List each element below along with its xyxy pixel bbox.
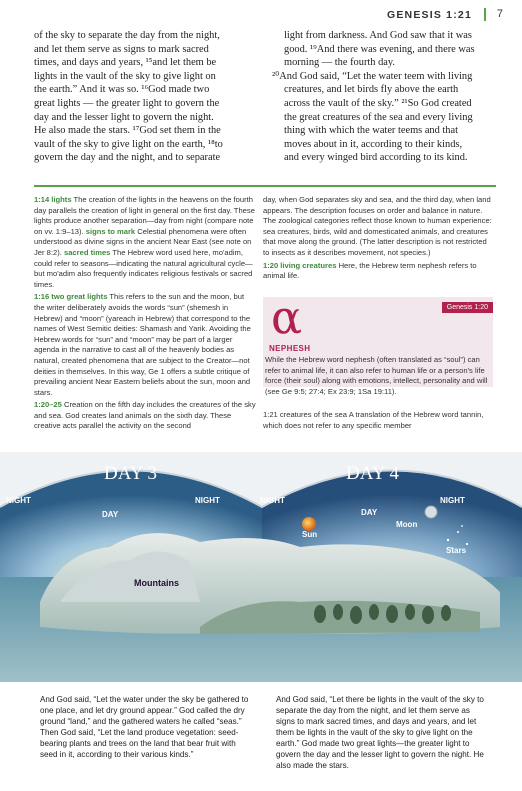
- bible-line: vault of the sky to give light on the earth, ¹⁸to: [34, 138, 223, 150]
- study-notes-right: [263, 195, 493, 284]
- day4-title: DAY 4: [346, 463, 399, 484]
- study-note: [34, 400, 256, 432]
- bible-line: lights in the vault of the sky to give light on: [34, 70, 216, 82]
- note-reference: signs to mark: [85, 226, 136, 236]
- header-divider: [484, 8, 486, 21]
- bible-line: the earth.” And it was so. ¹⁶God made two: [34, 84, 210, 96]
- note-reference: sacred times: [63, 247, 111, 257]
- illustration-art: [0, 452, 522, 682]
- night-label: NIGHT: [260, 496, 285, 505]
- note-reference: 1:20 living creatures: [263, 260, 337, 270]
- study-notes-right-bottom: [263, 410, 493, 431]
- note-reference: 1:14 lights: [34, 195, 72, 204]
- page-reference: GENESIS 1:21: [386, 9, 472, 21]
- word-study-keyword: NEPHESH: [269, 344, 311, 353]
- sun-label: Sun: [302, 530, 318, 539]
- bible-line: He also made the stars. ¹⁷God set them in the: [34, 125, 221, 137]
- stars-label: Stars: [446, 546, 467, 555]
- day4-caption: And God said, “Let there be lights in the vault of the sky to separate the day from the night, and let them serve as signs to mark sacred times, and days and years, and let them be lights in the vault of the sky to give light on the earth.” God made two great lights—the greater light to govern the day and the lesser light to govern the night. He also made the stars.: [276, 695, 484, 770]
- bible-line: day and the lesser light to govern the night.: [34, 111, 214, 123]
- bible-line: the great creatures of the sea and every living: [284, 111, 473, 123]
- study-note: [263, 261, 493, 282]
- bible-line: good. ¹⁹And there was evening, and there was: [284, 43, 475, 55]
- note-text: The creation of the lights in the heavens on the fourth day parallels the creation of light in general on the first day. These lights produce another separation—day from night (compare note on vv. 1:9–13).: [34, 195, 255, 236]
- moon-icon: [425, 506, 437, 518]
- section-divider: [34, 185, 496, 187]
- bible-text-left-column: [34, 29, 262, 165]
- bible-line: and let them serve as signs to mark sacred: [34, 43, 209, 55]
- note-reference: 1:16 two great lights: [34, 292, 108, 302]
- night-label: NIGHT: [6, 496, 31, 505]
- note-text: Celestial phenomena were often understood as divine signs in the ancient Near East (see note on Jer 8:2).: [34, 226, 252, 257]
- word-study-text: While the Hebrew word nephesh (often translated as “soul”) can refer to animal life, it can also refer to human life or a person's life force (their soul) along with emotions, intellect, personality and will (see Ge 9:5; 27:4; Ex 23:9; 1Sa 19:11).: [265, 355, 488, 396]
- bible-line: ²⁰And God said, “Let the water teem with living: [272, 70, 473, 82]
- study-notes-left: [34, 195, 256, 434]
- moon-label: Moon: [396, 520, 418, 529]
- bible-line: of the sky to separate the day from the night,: [34, 30, 220, 41]
- night-label: NIGHT: [195, 496, 220, 505]
- sun-icon: [302, 517, 316, 531]
- note-text: A translation of the Hebrew word tannin, which does not refer to any specific member: [263, 410, 484, 430]
- note-text: Here, the Hebrew term nephesh refers to animal life.: [263, 260, 477, 281]
- bible-line: light from darkness. And God saw that it was: [284, 30, 472, 41]
- bible-line: and every winged bird according to its kind.: [284, 152, 468, 164]
- bible-line: great lights — the greater light to govern the: [34, 97, 220, 109]
- bible-line: morning — the fourth day.: [284, 57, 396, 69]
- note-text: The Hebrew word used here, mo'adim, could refer to seasons—indicating the natural agricultural cycle—but mo'adim also frequently indicates religious festivals or sacred times.: [34, 247, 253, 289]
- night-label: NIGHT: [440, 496, 465, 505]
- study-note: [263, 410, 493, 431]
- bible-line: thing with which the water teems and that: [284, 125, 458, 137]
- day3-caption: And God said, “Let the water under the sky be gathered to one place, and let dry ground appear.” God called the dry ground “land,” and the gathered waters he called “seas.” Then God said, “Let the land produce vegetation: seed-bearing plants and trees on the land that bear fruit with seed in it, according to their various kinds.”: [40, 695, 249, 759]
- study-note: [34, 195, 256, 290]
- bible-line: creatures, and let birds fly above the earth: [284, 84, 459, 96]
- day-label: DAY: [102, 510, 119, 519]
- day-label: DAY: [361, 508, 378, 517]
- note-reference: 1:20–25: [34, 400, 62, 410]
- study-note-continued: day, when God separates sky and sea, and the third day, when land appears. The description focuses on order and balance in nature. The zoological categories reflect those known to human experience: sea creatures, birds, wild and domesticated animals, and creatures that move along the ground. (The latter description is not restricted to insects as it describes movement, not species.): [263, 195, 492, 257]
- creation-illustration: [0, 452, 522, 682]
- note-text: This refers to the sun and the moon, but the writer deliberately avoids the words “sun” (shemesh in Hebrew) and “moon” (yareach in Hebrew) that correspond to the names of West Semitic deities: Shamash and Yarik. Avoiding the Hebrew words for “sun” and “moon” may be part of a larger agenda in the narrative to cast all of the heavenly bodies as natural, created phenomena that are subject to the Creator—not deities in themselves. In this way, Ge 1 offers a subtle critique of prevailing ancient Near Eastern beliefs about the sun, moon and stars.: [34, 292, 251, 397]
- day3-title: DAY 3: [104, 463, 157, 484]
- study-note: [34, 292, 256, 398]
- note-text: Creation on the fifth day includes the creatures of the sky and sea. God creates land animals on the sixth day. These creative acts parallel the activity on the second: [34, 400, 256, 431]
- word-study-box: [263, 290, 493, 396]
- bible-line: moves about in it, according to their kinds,: [284, 138, 463, 150]
- bible-line: times, and days and years, ¹⁵and let them be: [34, 57, 217, 69]
- bible-text-right-column: [272, 29, 494, 165]
- bible-line: govern the day and the night, and to separate: [34, 152, 221, 164]
- word-study-reference: Genesis 1:20: [442, 302, 493, 313]
- note-reference: 1:21 creatures of the sea: [263, 410, 348, 419]
- mountains-label: Mountains: [134, 578, 179, 588]
- running-header: [0, 0, 522, 26]
- bible-line: across the vault of the sky.” ²¹So God created: [284, 97, 472, 109]
- page-number: 7: [496, 8, 503, 20]
- alpha-glyph-icon: α: [271, 290, 303, 344]
